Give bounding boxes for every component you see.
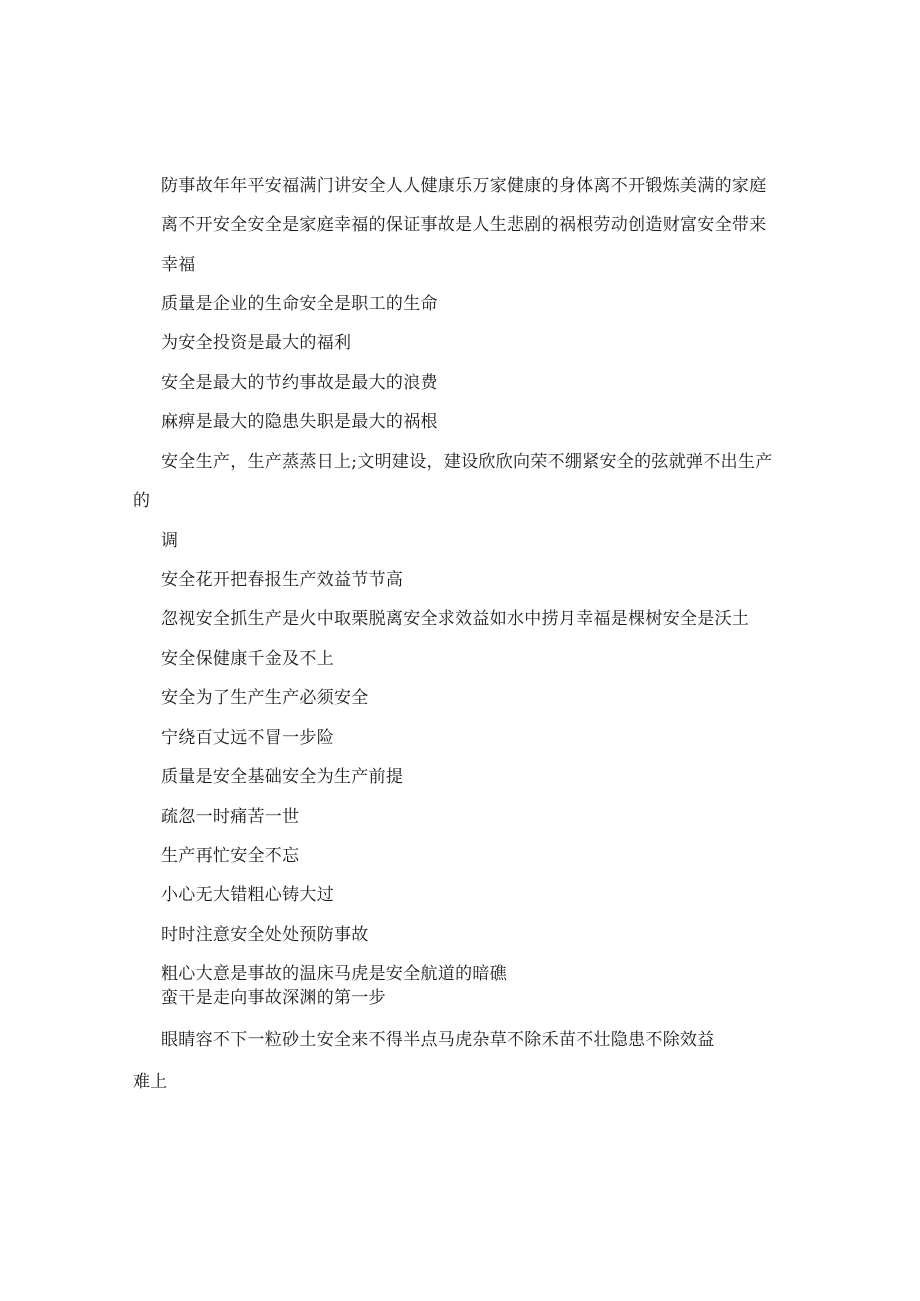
text-line: 小心无大错粗心铸大过 (161, 885, 334, 905)
text-line: 防事故年年平安福满门讲安全人人健康乐万家健康的身体离不开锻炼美满的家庭 (161, 176, 767, 196)
text-line: 难上 (133, 1072, 168, 1092)
text-line: 忽视安全抓生产是火中取栗脱离安全求效益如水中捞月幸福是棵树安全是沃土 (161, 609, 750, 629)
text-line: 生产再忙安全不忘 (161, 846, 300, 866)
text-line: 蛮干是走向事故深渊的第一步 (161, 988, 386, 1008)
text-line: 粗心大意是事故的温床马虎是安全航道的暗礁 (161, 964, 507, 984)
text-line: 安全生产，生产蒸蒸日上;文明建设，建设欣欣向荣不绷紧安全的弦就弹不出生产 (161, 452, 773, 472)
text-line: 安全是最大的节约事故是最大的浪费 (161, 373, 438, 393)
text-line: 的 (133, 491, 151, 511)
text-line: 调 (161, 531, 179, 551)
text-line: 质量是安全基础安全为生产前提 (161, 767, 404, 787)
text-line: 幸福 (161, 255, 196, 275)
text-line: 眼睛容不下一粒砂土安全来不得半点马虎杂草不除禾苗不壮隐患不除效益 (161, 1030, 715, 1050)
text-line: 为安全投资是最大的福利 (161, 333, 352, 353)
text-line: 安全为了生产生产必须安全 (161, 688, 369, 708)
text-line: 疏忽一时痛苦一世 (161, 807, 300, 827)
text-line: 时时注意安全处处预防事故 (161, 925, 369, 945)
text-line: 安全花开把春报生产效益节节高 (161, 570, 404, 590)
text-line: 离不开安全安全是家庭幸福的保证事故是人生悲剧的祸根劳动创造财富安全带来 (161, 215, 767, 235)
text-line: 质量是企业的生命安全是职工的生命 (161, 294, 438, 314)
text-line: 安全保健康千金及不上 (161, 649, 334, 669)
text-line: 宁绕百丈远不冒一步险 (161, 728, 334, 748)
text-line: 麻痹是最大的隐患失职是最大的祸根 (161, 412, 438, 432)
